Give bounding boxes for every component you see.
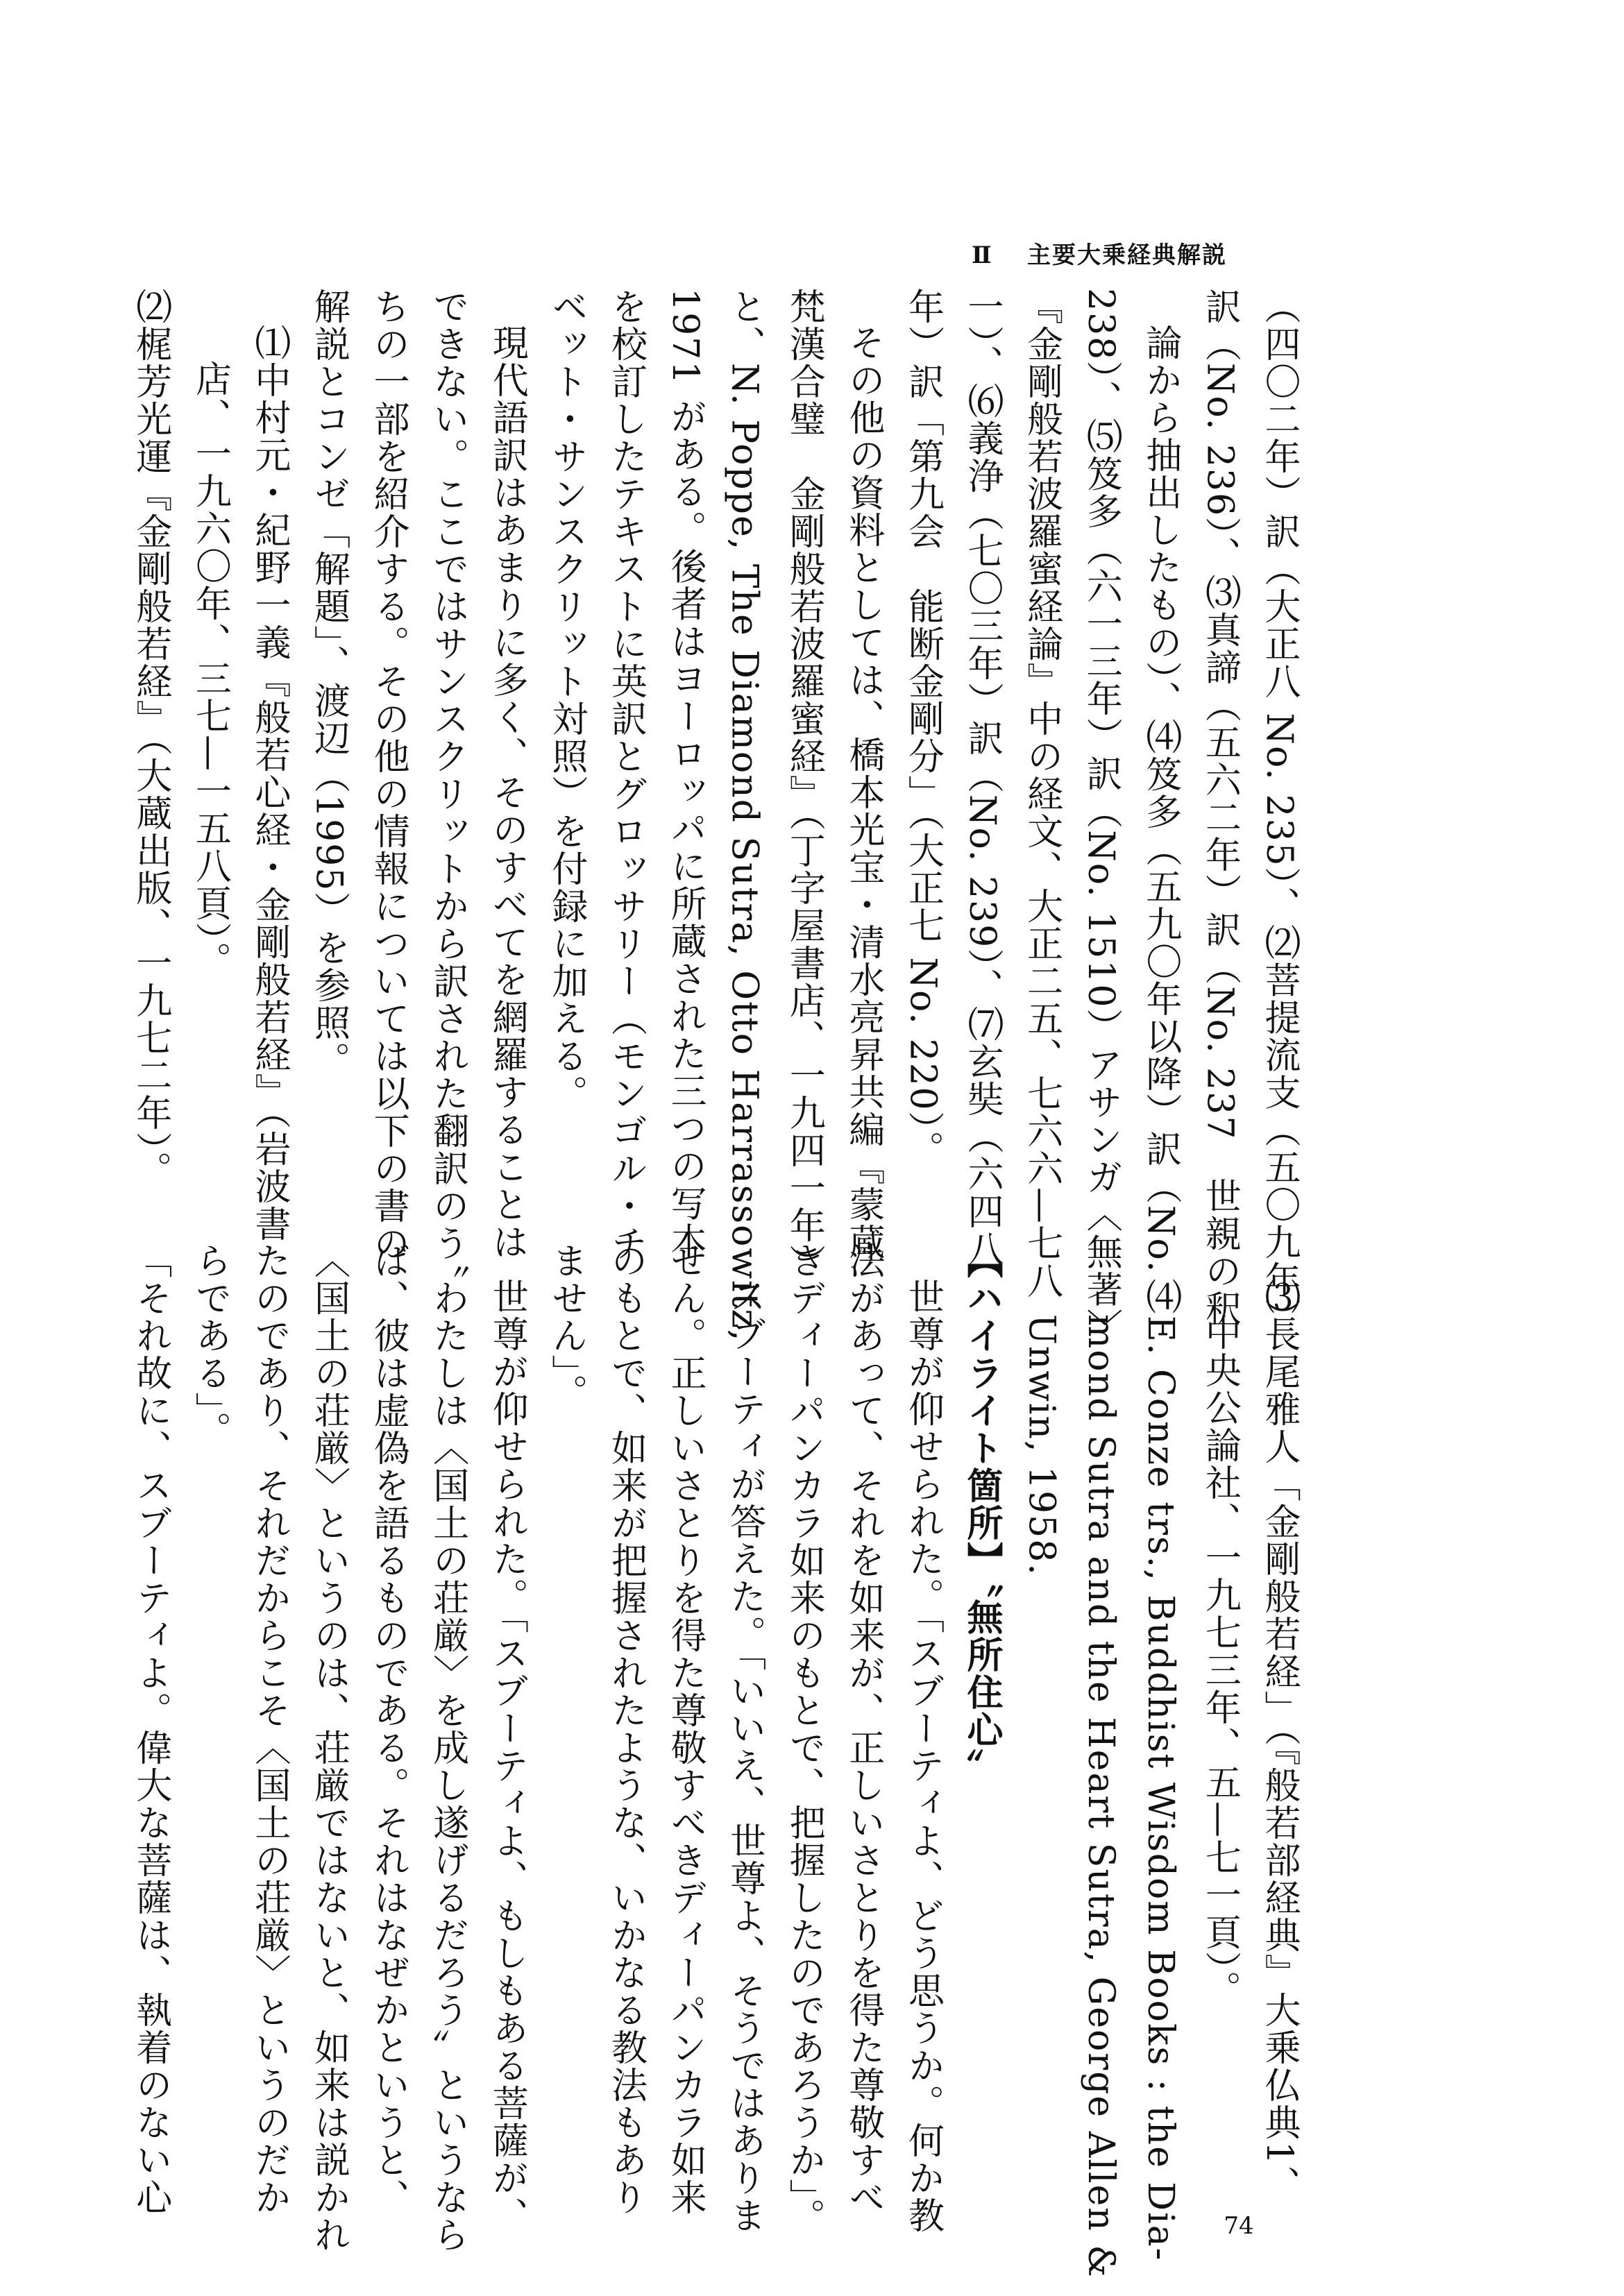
text-line: （四〇二年）訳（大正八 No. 235）、⑵菩提流支（五〇九年）	[1258, 288, 1300, 1336]
text-line: ⑴中村元・紀野一義『般若心経・金剛般若経』（岩波書	[248, 324, 290, 1243]
text-line: せん。正しいさとりを得た尊敬すべきディーパンカラ如来	[664, 1242, 707, 2216]
text-line: たのであり、それだからこそ〈国土の荘厳〉というのだか	[248, 1242, 290, 2216]
text-line: 一）、⑹義浄（七〇三年）訳（No. 239）、⑺玄奘（六四八	[961, 288, 1004, 1268]
text-line: できない。ここではサンスクリットから訳された翻訳のう	[426, 288, 468, 1262]
part-number: Ⅱ	[972, 241, 993, 269]
text-line: 梵漢合璧 金剛般若波羅蜜経』（丁字屋書店、一九四一年）	[783, 288, 825, 1282]
text-line: 1971 がある。後者はヨーロッパに所蔵された三つの写本	[664, 288, 707, 1260]
section-heading: 【ハイライト箇所】〝無所住心〟	[961, 1242, 1004, 1786]
text-line: ⑵梶芳光運『金剛般若経』（大蔵出版、一九七二年）。	[129, 288, 171, 1189]
text-line: 『金剛般若波羅蜜経論』中の経文、大正二五、七六六—七八	[1020, 288, 1063, 1300]
text-line: 〝わたしは〈国土の荘厳〉を成し遂げるだろう〟というなら	[426, 1242, 468, 2254]
text-line: 世尊が仰せられた。「スブーティよ、もしもある菩薩が、	[486, 1278, 528, 2234]
text-line: 世尊が仰せられた。「スブーティよ、どう思うか。何か教	[902, 1278, 944, 2234]
text-line: のもとで、如来が把握されたような、いかなる教法もあり	[604, 1242, 647, 2216]
text-line: 〈国土の荘厳〉というのは、荘厳ではないと、如来は説かれ	[307, 1242, 350, 2254]
text-line: と、N. Poppe, The Diamond Sutra, Otto Harrassowitz,	[723, 288, 766, 1343]
text-line: ちの一部を紹介する。その他の情報については以下の書の	[367, 288, 409, 1262]
running-header	[972, 236, 1319, 270]
text-line: ば、彼は虚偽を語るものである。それはなぜかというと、	[367, 1242, 409, 2216]
text-line: ⑷E. Conze trs., Buddhist Wisdom Books : the Dia-	[1139, 1278, 1181, 2262]
text-line: その他の資料としては、橋本光宝・清水亮昇共編『蒙蔵	[842, 324, 884, 1261]
text-line: を校訂したテキストに英訳とグロッサリー（モンゴル・チ	[604, 288, 647, 1262]
text-line: 中央公論社、一九七三年、五—七一頁）。	[1199, 1314, 1241, 2008]
text-line: 現代語訳はあまりに多く、そのすべてを網羅することは	[486, 324, 528, 1261]
text-line: 年）訳「第九会 能断金剛分」（大正七 No. 220）。	[902, 288, 944, 1168]
text-line: ません」。	[545, 1242, 587, 1411]
text-line: 訳（No. 236）、⑶真諦（五六二年）訳（No. 237 世親の釈	[1199, 288, 1241, 1328]
text-line: ベット・サンスクリット対照）を付録に加える。	[545, 288, 587, 1112]
chapter-title: 主要大乗経典解説	[1027, 241, 1227, 269]
text-line: 法があって、それを如来が、正しいさとりを得た尊敬すべ	[842, 1242, 884, 2216]
text-line: mond Sutra and the Heart Sutra, George Allen &	[1080, 1314, 1122, 2279]
text-line: 解説とコンゼ「解題」、渡辺（1995）を参照。	[307, 288, 350, 1080]
page-number: 74	[1224, 2212, 1254, 2240]
text-line: らである」。	[189, 1242, 231, 1449]
text-line: 238）、⑸笈多（六一三年）訳（No. 1510）アサンガ〈無著〉	[1080, 288, 1122, 1346]
text-line: ⑶長尾雅人「金剛般若経」（『般若部経典』大乗仏典1、	[1258, 1278, 1300, 2204]
text-line: きディーパンカラ如来のもとで、把握したのであろうか」。	[783, 1242, 825, 2236]
text-line: スブーティが答えた。「いいえ、世尊よ、そうではありま	[723, 1278, 766, 2234]
text-line: 論から抽出したもの）、⑷笈多（五九〇年以降）訳（No.	[1139, 324, 1181, 1274]
text-line: 「それ故に、スブーティよ。偉大な菩薩は、執着のない心	[129, 1242, 171, 2216]
text-line: Unwin, 1958.	[1020, 1314, 1063, 1576]
text-line: 店、一九六〇年、三七—一五八頁）。	[189, 360, 231, 979]
